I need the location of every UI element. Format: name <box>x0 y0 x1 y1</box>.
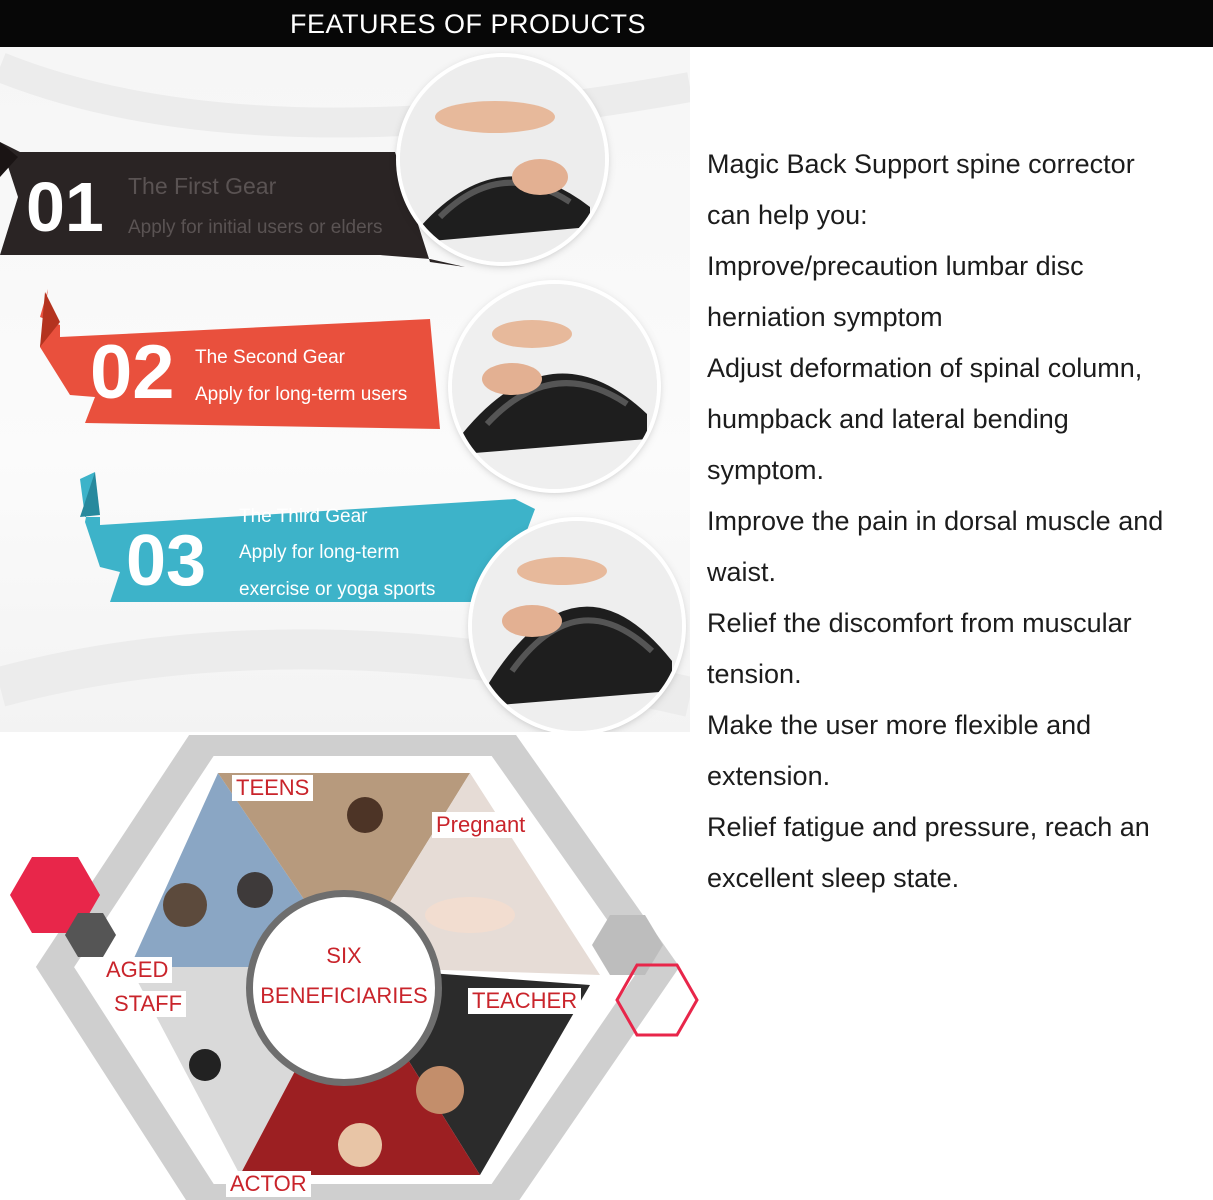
product-photo-gear-03 <box>472 521 682 731</box>
description-line: Adjust deformation of spinal column, <box>707 353 1143 383</box>
gear-03-desc-line2: exercise or yoga sports <box>239 579 436 600</box>
description-line: Relief the discomfort from muscular <box>707 608 1132 638</box>
label-pregnant: Pregnant <box>432 812 529 838</box>
product-photo-gear-01 <box>400 57 605 262</box>
description-line: can help you: <box>707 200 868 230</box>
product-photo-gear-02 <box>452 284 657 489</box>
label-teens: TEENS <box>232 775 313 801</box>
gear-01-number: 01 <box>26 168 104 246</box>
gear-03-desc-line1: Apply for long-term <box>239 542 400 563</box>
gear-01-desc: Apply for initial users or elders <box>128 217 383 238</box>
description-line: waist. <box>707 557 777 587</box>
description-line: humpback and lateral bending <box>707 404 1069 434</box>
gear-02-number: 02 <box>90 330 175 415</box>
description-line: tension. <box>707 659 802 689</box>
description-line: Improve the pain in dorsal muscle and <box>707 506 1164 536</box>
description-line: Improve/precaution lumbar disc <box>707 251 1084 281</box>
label-actor: ACTOR <box>226 1171 311 1197</box>
gear-01-title: The First Gear <box>128 173 277 199</box>
description-line: Relief fatigue and pressure, reach an <box>707 812 1150 842</box>
back-stretcher-icon <box>452 284 657 489</box>
gears-panel <box>0 47 690 732</box>
label-staff: STAFF <box>110 991 186 1017</box>
center-label-beneficiaries: BENEFICIARIES <box>260 983 428 1008</box>
description-line: symptom. <box>707 455 825 485</box>
label-teacher: TEACHER <box>468 988 581 1014</box>
header-bar <box>0 0 1213 47</box>
six-beneficiaries-circle <box>246 890 442 1086</box>
description-line: Magic Back Support spine corrector <box>707 149 1135 179</box>
back-stretcher-icon <box>472 521 682 731</box>
beneficiaries-panel <box>0 735 700 1200</box>
description-line: extension. <box>707 761 831 791</box>
benefits-description <box>707 139 1207 904</box>
gear-02-desc: Apply for long-term users <box>195 384 408 405</box>
back-stretcher-icon <box>400 57 605 262</box>
gear-02-title: The Second Gear <box>195 347 345 368</box>
gear-03-number: 03 <box>126 521 207 601</box>
description-line: Make the user more flexible and <box>707 710 1092 740</box>
description-line: herniation symptom <box>707 302 943 332</box>
page-title: FEATURES OF PRODUCTS <box>290 9 647 39</box>
description-line: excellent sleep state. <box>707 863 960 893</box>
center-label-six: SIX <box>326 943 362 968</box>
gear-03-title: The Third Gear <box>239 506 368 527</box>
label-aged: AGED <box>102 957 172 983</box>
